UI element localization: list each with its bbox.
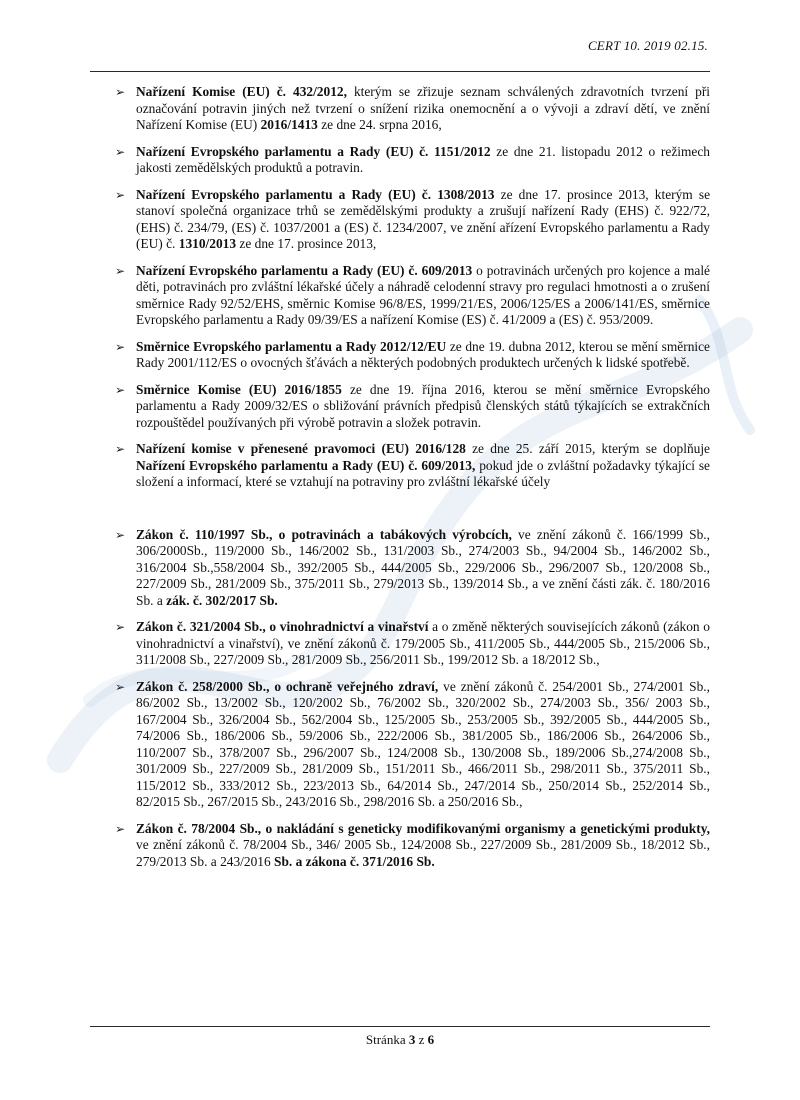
list-item-text: Nařízení komise v přenesené pravomoci (EU) 2016/128 ze dne 25. září 2015, kterým se doplňuje Nařízení Evropského parlamentu a Rady (EU) č. 609/2013, pokud jde o zvláštní požadavky týkající se složení a informací, které se vztahují na potraviny pro zvláštní lékařské účely: [136, 441, 710, 489]
arrow-bullet-icon: ➢: [115, 339, 126, 354]
arrow-bullet-icon: ➢: [115, 821, 126, 836]
arrow-bullet-icon: ➢: [115, 679, 126, 694]
arrow-bullet-icon: ➢: [115, 263, 126, 278]
list-item: [90, 144, 710, 177]
footer: [90, 1026, 710, 1048]
list-item: [90, 679, 710, 811]
list-item: [90, 527, 710, 610]
document-reference: CERT 10. 2019 02.15.: [587, 38, 708, 53]
list-item-text: Nařízení Evropského parlamentu a Rady (EU) č. 1151/2012 ze dne 21. listopadu 2012 o režimech jakosti zemědělských produktů a potravin.: [136, 143, 710, 175]
list-item: [90, 187, 710, 253]
arrow-bullet-icon: ➢: [115, 85, 126, 99]
list-item: [90, 441, 710, 491]
arrow-bullet-icon: ➢: [115, 620, 126, 634]
list-item: [90, 339, 710, 372]
list-item-text: Nařízení Evropského parlamentu a Rady (EU) č. 1308/2013 ze dne 17. prosince 2013, kterým se stanoví společná organizace trhů se zemědělskými produkty a zrušují nařízení Rady (EHS) č. 922/72, (EHS) č. 234/79, (ES) č. 1037/2001 a (ES) č. 1234/2007, ve znění ařízení Evropského parlamentu a Rady (EU) č. 1310/2013 ze dne 17. prosince 2013,: [136, 186, 711, 251]
list-item-text: Nařízení Komise (EU) č. 432/2012, kterým se zřizuje seznam schválených zdravotních tvrzení při označování potravin jiných než tvrzení o snížení rizika onemocnění a o vývoji a zdraví dětí, ve znění Nařízení Komise (EU) 2016/1413 ze dne 24. srpna 2016,: [136, 84, 710, 132]
list-item-text: Zákon č. 78/2004 Sb., o nakládání s geneticky modifikovanými organismy a genetickými produkty, ve znění zákonů č. 78/2004 Sb., 346/ 2005 Sb., 124/2008 Sb., 227/2009 Sb., 281/2009 Sb., 18/2012 Sb., 279/2013 Sb. a 243/2016 Sb. a zákona č. 371/2016 Sb.: [136, 820, 710, 869]
list-item-text: Směrnice Komise (EU) 2016/1855 ze dne 19. října 2016, kterou se mění směrnice Evropského parlamentu a Rady 2009/32/ES o sbližování právních předpisů členských států týkajících se extrakčních rozpouštědel používaných při výrobě potravin a složek potravin.: [136, 381, 710, 430]
list-item: [90, 821, 710, 871]
header: [0, 0, 800, 54]
list-item: [90, 382, 710, 432]
header-divider: [90, 71, 710, 72]
arrow-bullet-icon: ➢: [115, 187, 126, 202]
list-item-text: Směrnice Evropského parlamentu a Rady 2012/12/EU ze dne 19. dubna 2012, kterou se mění směrnice Rady 2001/112/ES o ovocných šťávách a některých podobných produktech určených k lidské spotřebě.: [136, 338, 710, 370]
list-item-text: Zákon č. 110/1997 Sb., o potravinách a tabákových výrobcích, ve znění zákonů č. 166/1999 Sb., 306/2000Sb., 119/2000 Sb., 146/2002 Sb., 131/2003 Sb., 274/2003 Sb., 94/2004 Sb., 146/2002 Sb., 316/2004 Sb.,558/2004 Sb., 392/2005 Sb., 444/2005 Sb., 229/2006 Sb., 296/2007 Sb., 120/2008 Sb., 227/2009 Sb., 281/2009 Sb., 375/2011 Sb., 279/2013 Sb., 139/2014 Sb., a ve znění části zák. č. 180/2016 Sb. a zák. č. 302/2017 Sb.: [136, 526, 711, 608]
regulation-list: [90, 84, 710, 870]
list-item: [90, 84, 710, 134]
arrow-bullet-icon: ➢: [115, 527, 126, 542]
list-item-text: Zákon č. 321/2004 Sb., o vinohradnictví a vinařství a o změně některých souvisejících zákonů (zákon o vinohradnictví a vinařství), ve znění zákonů č. 179/2005 Sb., 411/2005 Sb., 444/2005 Sb., 215/2006 Sb., 311/2008 Sb., 227/2009 Sb., 281/2009 Sb., 256/2011 Sb., 199/2012 Sb. a 18/2012 Sb.,: [136, 619, 710, 667]
list-item-text: Nařízení Evropského parlamentu a Rady (EU) č. 609/2013 o potravinách určených pro kojence a malé děti, potravinách pro zvláštní lékařské účely a náhradě celodenní stravy pro regulaci hmotnosti a o zrušení směrnice Rady 92/52/EHS, směrnic Komise 96/8/ES, 1999/21/ES, 2006/125/ES a 2006/141/ES, směrnice Evropského parlamentu a Rady 09/39/ES a nařízení Komise (ES) č. 41/2009 a (ES) č. 953/2009.: [136, 262, 710, 327]
arrow-bullet-icon: ➢: [115, 382, 126, 397]
page-number: Stránka 3 z 6: [365, 1032, 435, 1047]
arrow-bullet-icon: ➢: [115, 144, 126, 159]
list-item: [90, 263, 710, 329]
list-item-text: Zákon č. 258/2000 Sb., o ochraně veřejného zdraví, ve znění zákonů č. 254/2001 Sb., 274/2001 Sb., 86/2002 Sb., 13/2002 Sb., 120/2002 Sb., 76/2002 Sb., 320/2002 Sb., 274/2003 Sb., 356/ 2003 Sb., 167/2004 Sb., 326/2004 Sb., 562/2004 Sb., 125/2005 Sb., 253/2005 Sb., 392/2005 Sb., 444/2005 Sb., 74/2006 Sb., 186/2006 Sb., 59/2006 Sb., 222/2006 Sb., 381/2005 Sb., 186/2006 Sb., 264/2006 Sb., 110/2007 Sb., 378/2007 Sb., 296/2007 Sb., 124/2008 Sb., 130/2008 Sb., 189/2006 Sb.,274/2008 Sb., 301/2009 Sb., 227/2009 Sb., 281/2009 Sb., 151/2011 Sb., 466/2011 Sb., 298/2011 Sb., 375/2011 Sb., 115/2012 Sb., 333/2012 Sb., 223/2013 Sb., 64/2014 Sb., 247/2014 Sb., 250/2014 Sb., 252/2014 Sb., 82/2015 Sb., 267/2015 Sb., 243/2016 Sb., 298/2016 Sb. a 250/2016 Sb.,: [136, 678, 710, 809]
arrow-bullet-icon: ➢: [115, 442, 126, 456]
list-item: [90, 619, 710, 669]
